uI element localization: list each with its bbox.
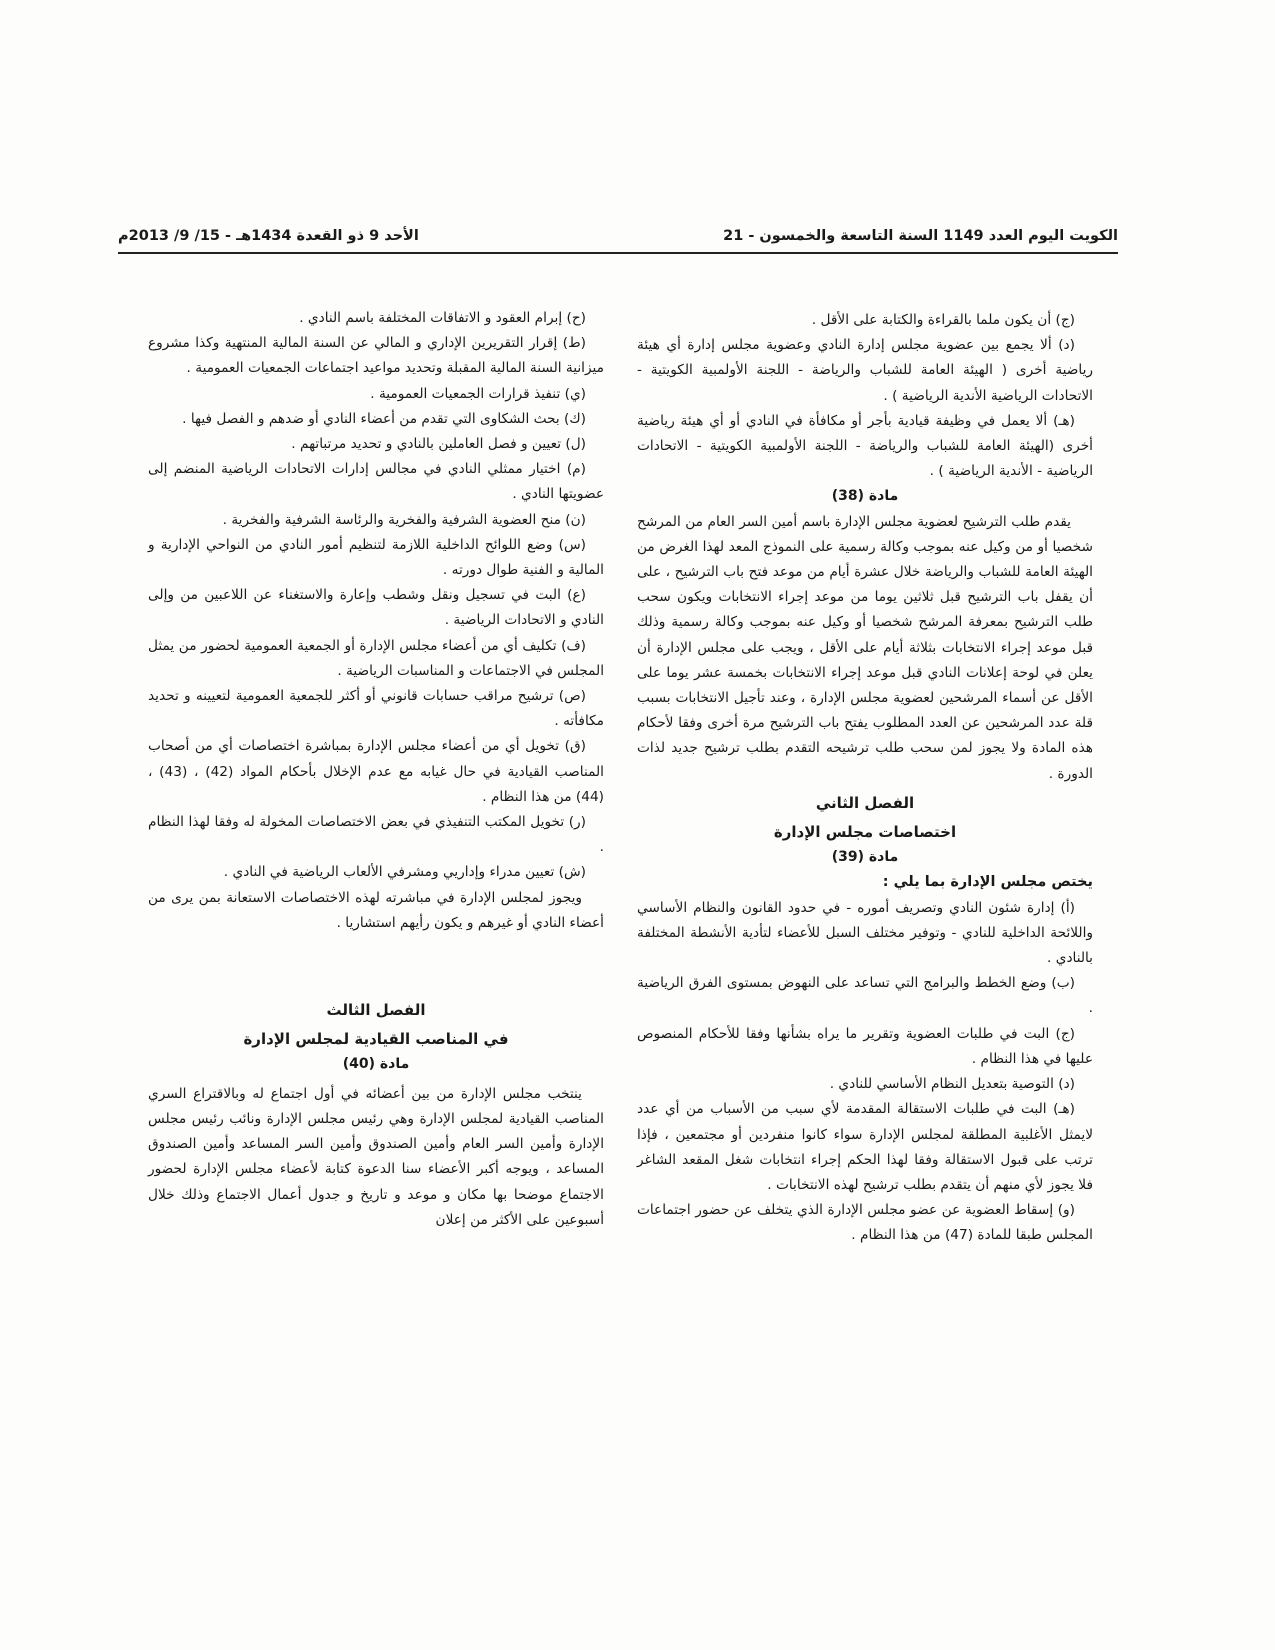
article-40-body: ينتخب مجلس الإدارة من بين أعضائه في أول اجتماع له وبالاقتراع السري المناصب القيادية لمجلس الإدارة وهي رئيس مجلس الإدارة ونائب رئيس مجلس الإدارة وأمين السر العام وأمين الصندوق وأمين السر المساعد وأمين الصندوق المساعد ، ويوجه أكبر الأعضاء سنا الدعوة كتابة لأعضاء مجلس الإدارة لحضور الاجتماع موضحا بها مكان و موعد و تاريخ و جدول أعمال الاجتماع وذلك خلال أسبوعين على الأكثر من إعلان: [148, 1085, 604, 1228]
clause-h: (هـ) ألا يعمل في وظيفة قيادية بأجر أو مكافأة في النادي أو أي هيئة رياضية أخرى (الهيئة العامة للشباب والرياضة - اللجنة الأولمبية الكويتية - الاتحادات الرياضية - الأندية الرياضية ) .: [637, 412, 1093, 480]
clause-d: (د) ألا يجمع بين عضوية مجلس إدارة النادي وعضوية مجلس إدارة أي هيئة رياضية أخرى ( الهيئة العامة للشباب والرياضة - اللجنة الأولمبية الكويتية - الاتحادات الرياضية الأندية الرياضية ) .: [637, 337, 1093, 404]
clause-sad: (ص) ترشيح مراقب حسابات قانوني أو أكثر للجمعية العمومية لتعيينه و تحديد مكافأته .: [148, 688, 604, 730]
right-column: [637, 308, 1093, 1249]
clause-ain: (ع) البت في تسجيل ونقل وشطب وإعارة والاستغناء عن اللاعبين من وإلى النادي و الاتحادات الرياضية .: [148, 587, 604, 629]
article-40-title: مادة (40): [342, 1056, 410, 1073]
clause-w: (و) إسقاط العضوية عن عضو مجلس الإدارة الذي يتخلف عن حضور اجتماعات المجلس طبقا للمادة (47) من هذا النظام .: [637, 1202, 1093, 1244]
clause-shin: (ش) تعيين مدراء وإداريي ومشرفي الألعاب الرياضية في النادي .: [223, 864, 586, 881]
clause-ya: (ي) تنفيذ قرارات الجمعيات العمومية .: [370, 385, 586, 402]
clause-ta: (ط) إقرار التقريرين الإداري و المالي عن السنة المالية المنتهية وكذا مشروع ميزانية السنة المالية المقبلة وتحديد مواعيد اجتماعات الجمعيات العمومية .: [148, 335, 604, 377]
clause-lam: (ل) تعيين و فصل العاملين بالنادي و تحديد مرتباتهم .: [291, 436, 586, 453]
article-39-lead: يختص مجلس الإدارة بما يلي :: [882, 874, 1093, 891]
clause-b: (ب) وضع الخطط والبرامج التي تساعد على النهوض بمستوى الفرق الرياضية .: [637, 975, 1093, 1017]
header-issue-info: الكويت اليوم العدد 1149 السنة التاسعة والخمسون - 21: [723, 228, 1118, 244]
chapter-3-title: الفصل الثالث: [326, 1001, 426, 1020]
article-38-body: يقدم طلب الترشيح لعضوية مجلس الإدارة باسم أمين السر العام من المرشح شخصيا أو من وكيل عنه بموجب وكالة رسمية على النموذج المعد لهذا الغرض من الهيئة العامة للشباب والرياضة خلال عشرة أيام من موعد فتح باب الترشيح ، على أن يقفل باب الترشيح قبل ثلاثين يوما من موعد إجراء الانتخابات ويكون سحب طلب الترشيح بمعرفة المرشح شخصيا أو وكيل عنه بموجب وكالة رسمية وذلك قبل موعد إجراء الانتخابات بثلاثة أيام على الأقل ، ويجب على مجلس الإدارة أن يعلن في لوحة إعلانات النادي قبل موعد إجراء الانتخابات بخمسة عشر يوما على الأقل عن أسماء المرشحين لعضوية مجلس الإدارة ، وعند تأجيل الانتخابات بسبب قلة عدد المرشحين عن العدد المطلوب يفتح باب الترشيح مرة أخرى وفقا لأحكام هذه المادة ولا يجوز لمن سحب طلب ترشيحه التقدم بطلب ترشيح جديد لذات الدورة .: [637, 513, 1093, 782]
header-date: الأحد 9 ذو القعدة 1434هـ - 15/ 9/ 2013م: [118, 228, 419, 244]
clause-j: (ج) أن يكون ملما بالقراءة والكتابة على الأقل .: [811, 312, 1075, 328]
clause-ha: (ح) إبرام العقود و الاتفاقات المختلفة باسم النادي .: [299, 310, 586, 326]
section-spacer: [148, 936, 604, 994]
header-divider: [118, 252, 1118, 254]
clause-nun: (ن) منح العضوية الشرفية والفخرية والرئاسة الشرفية والفخرية .: [222, 511, 586, 528]
clause-mim: (م) اختيار ممثلي النادي في مجالس إدارات الاتحادات الرياضية المنضم إلى عضويتها النادي .: [148, 461, 604, 503]
article-39-title: مادة (39): [831, 849, 899, 866]
chapter-2-title: الفصل الثاني: [815, 793, 915, 812]
clause-c: (ج) البت في طلبات العضوية وتقرير ما يراه بشأنها وفقا للأحكام المنصوص عليها في هذا النظام .: [637, 1025, 1093, 1067]
left-column: [148, 306, 604, 1233]
clause-sin: (س) وضع اللوائح الداخلية اللازمة لتنظيم أمور النادي من النواحي الإدارية و المالية و الفنية طوال دورته .: [148, 536, 604, 579]
chapter-3-subtitle: في المناصب القيادية لمجلس الإدارة: [243, 1030, 509, 1049]
clause-h2: (هـ) البت في طلبات الاستقالة المقدمة لأي سبب من الأسباب من أي عدد لايمثل الأغلبية المطلقة لمجلس الإدارة سواء كانوا منفردين أو مجتمعين ، فإذا ترتب على قبول الاستقالة وفقا لهذا الحكم إجراء انتخابات شغل المقعد الشاغر فلا يجوز لأي منهم أن يتقدم بطلب ترشيح لهذه الانتخابات .: [637, 1101, 1093, 1193]
clause-ra: (ر) تخويل المكتب التنفيذي في بعض الاختصاصات المخولة له وفقا لهذا النظام .: [148, 814, 604, 856]
clause-kaf: (ك) بحث الشكاوى التي تقدم من أعضاء النادي أو ضدهم و الفصل فيها .: [182, 410, 586, 427]
delegation-paragraph: ويجوز لمجلس الإدارة في مباشرته لهذه الاختصاصات الاستعانة بمن يرى من أعضاء النادي أو غيرهم و يكون رأيهم استشاريا .: [148, 889, 604, 931]
clause-d2: (د) التوصية بتعديل النظام الأساسي للنادي .: [829, 1076, 1075, 1093]
article-38-title: مادة (38): [831, 488, 899, 505]
clause-qaf: (ق) تخويل أي من أعضاء مجلس الإدارة بمباشرة اختصاصات أي من أصحاب المناصب القيادية في حال غيابه مع عدم الإخلال بأحكام المواد (42) ، (43) ، (44) من هذا النظام .: [148, 738, 604, 805]
clause-a: (أ) إدارة شئون النادي وتصريف أموره - في حدود القانون والنظام الأساسي واللائحة الداخلية للنادي - وتوفير مختلف السبل للأعضاء لتأدية الأنشطة المختلفة بالنادي .: [637, 899, 1093, 967]
page-header: [118, 226, 1118, 252]
clause-fa: (ف) تكليف أي من أعضاء مجلس الإدارة أو الجمعية العمومية لحضور من يمثل المجلس في الاجتماعات و المناسبات الرياضية .: [148, 637, 604, 679]
chapter-2-subtitle: اختصاصات مجلس الإدارة: [773, 823, 957, 842]
